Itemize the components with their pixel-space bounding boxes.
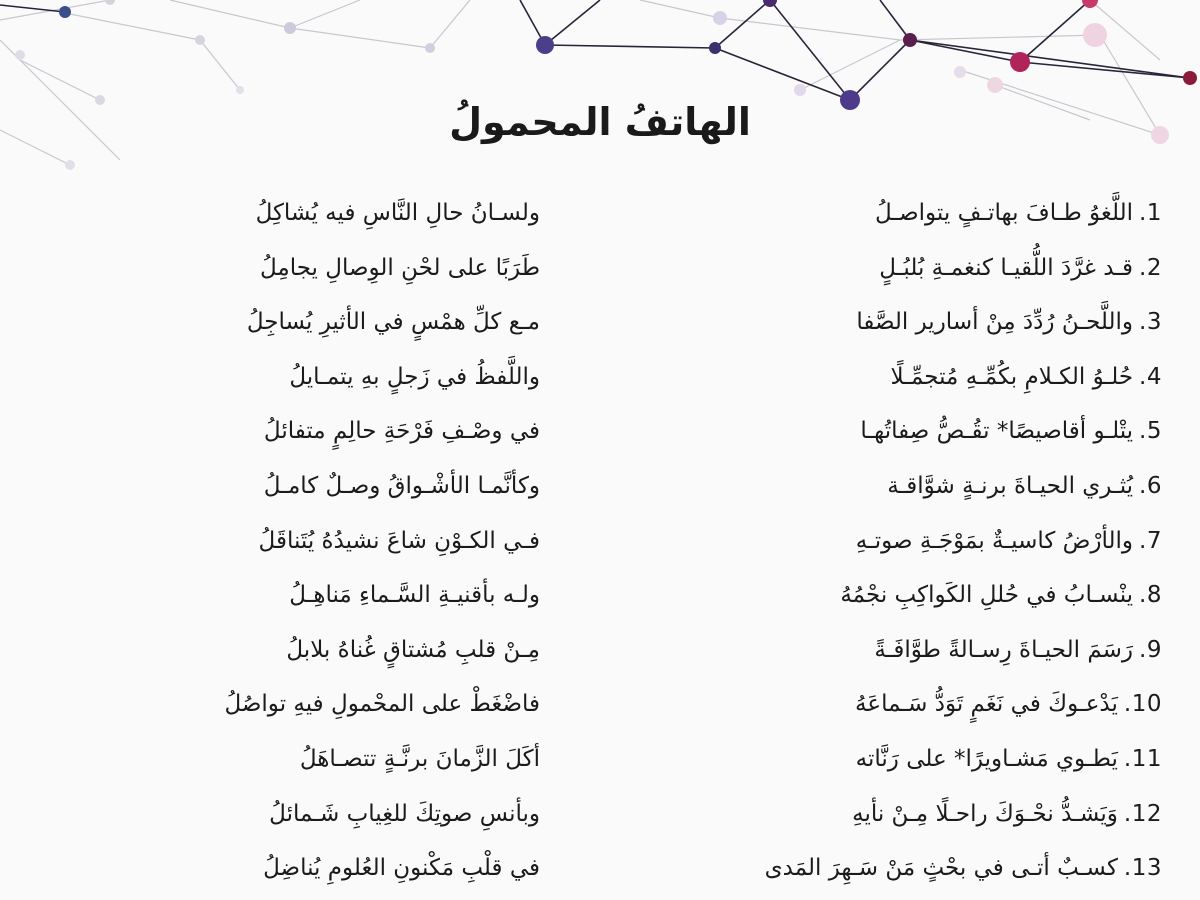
verse-number: 7. <box>1139 527 1162 554</box>
verse-line <box>662 459 1162 514</box>
verse-line: ولـه بأقنيـةِ السَّـماءِ مَناهِـلُ <box>289 582 540 609</box>
verse-line: طَرَبًا على لحْنِ الوِصالِ يجامِلُ <box>259 254 540 281</box>
verse-line <box>662 295 1162 350</box>
verse-line <box>662 841 1162 896</box>
verse-number: 13. <box>1123 855 1162 882</box>
verse-number: 6. <box>1139 472 1162 499</box>
verse-text: يَدْعـوكَ في نَغَمٍ تَوَدُّ سَـماعَهُ <box>855 691 1118 718</box>
network-decoration <box>0 0 1200 170</box>
verse-line: مـع كلِّ همْسٍ في الأثيرِ يُساجِلُ <box>246 309 540 336</box>
left-verse-column <box>40 186 540 896</box>
verse-number: 9. <box>1139 636 1162 663</box>
verse-line <box>662 623 1162 678</box>
verse-line <box>662 186 1162 241</box>
verse-line: واللَّفظُ في زَجلٍ بهِ يتمـايلُ <box>289 363 540 390</box>
verse-line: فـي الكـوْنِ شاعَ نشيدُهُ يُتَناقَلُ <box>258 527 540 554</box>
verse-number: 1. <box>1139 200 1162 226</box>
right-verse-column <box>662 186 1162 896</box>
verse-number: 4. <box>1139 363 1162 390</box>
verse-line <box>662 787 1162 842</box>
verse-text: كسـبٌ أتـى في بحْثٍ مَنْ سَـهِرَ المَدى <box>764 855 1118 882</box>
verse-text: يُثـري الحيـاةَ برنـةٍ شوَّاقـة <box>887 472 1134 499</box>
verse-line <box>662 514 1162 569</box>
verse-text: رَسَمَ الحيـاةَ رِسـالةً طوَّافَـةً <box>874 636 1134 663</box>
verse-line: وكأنَّمـا الأشْـواقُ وصـلٌ كامـلُ <box>263 472 540 499</box>
verse-text: واللَّحـنُ رُدِّدَ مِنْ أسارير الصَّفا <box>856 309 1134 336</box>
verse-text: حُلـوُ الكـلامِ بكُمِّـهِ مُتجمِّـلًا <box>890 363 1134 390</box>
verse-line: ولسـانُ حالِ النَّاسِ فيه يُشاكِلُ <box>255 200 540 226</box>
verse-number: 11. <box>1123 745 1162 772</box>
verse-number: 12. <box>1123 800 1162 827</box>
verse-text: يَطـوي مَشـاويرًا* على رَنَّاته <box>855 745 1118 772</box>
verse-line: وبأنسِ صوتِكَ للغِيابِ شَـمائلُ <box>269 800 540 827</box>
verse-text: اللَّغوُ طـافَ بهاتـفٍ يتواصـلُ <box>874 200 1134 226</box>
verse-line: في وصْـفِ فَرْحَةِ حالِمٍ متفائلُ <box>263 418 540 445</box>
verse-number: 10. <box>1123 691 1162 718</box>
verse-line <box>662 404 1162 459</box>
verse-text: قـد غرَّدَ اللُّقيـا كنغمـةِ بُلبُـلٍ <box>879 254 1134 281</box>
verse-line <box>662 350 1162 405</box>
verse-text: وَيَشـدُّ نحْـوَكَ راحـلًا مِـنْ نأيهِ <box>852 800 1118 827</box>
verse-line: فاضْغَطْ على المحْمولِ فيهِ تواصُلُ <box>224 691 540 718</box>
verse-line <box>662 241 1162 296</box>
verse-number: 5. <box>1139 418 1162 445</box>
verse-line <box>662 568 1162 623</box>
verse-line: أكَلَ الزَّمانَ برنَّـةٍ تتصـاهَلُ <box>299 745 540 772</box>
verse-number: 2. <box>1139 254 1162 281</box>
verse-number: 8. <box>1139 582 1162 609</box>
verse-line: في قلْبِ مَكْنونِ العُلومِ يُناضِلُ <box>263 855 540 882</box>
verse-line <box>662 732 1162 787</box>
verse-text: ينْسـابُ في حُللِ الكَواكِبِ نجْمُهُ <box>840 582 1134 609</box>
verse-text: والأرْضُ كاسيـةٌ بمَوْجَـةِ صوتـهِ <box>855 527 1134 554</box>
verse-line: مِـنْ قلبِ مُشتاقٍ غُناهُ بلابلُ <box>286 636 540 663</box>
poem-title: الهاتفُ المحمولُ <box>449 100 751 144</box>
verse-number: 3. <box>1139 309 1162 336</box>
verse-line <box>662 677 1162 732</box>
verse-text: يتْلـو أقاصيصًا* تقُـصُّ صِفاتُهـا <box>860 418 1134 445</box>
